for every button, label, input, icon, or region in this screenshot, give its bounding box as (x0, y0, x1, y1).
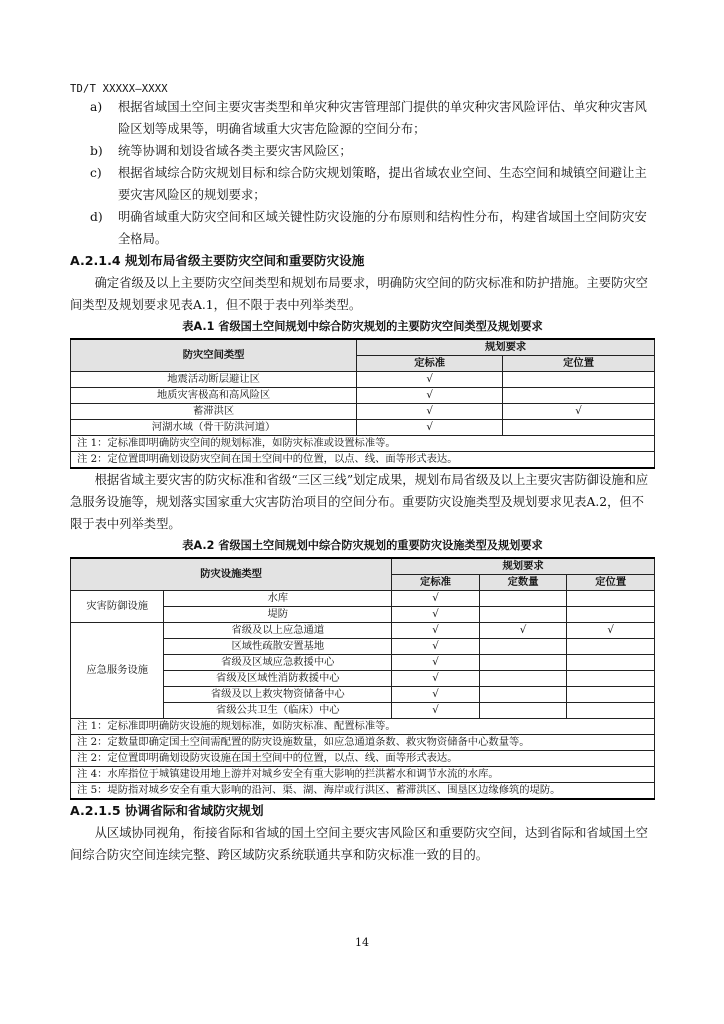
table-note-row (71, 452, 655, 469)
list-item-text: 明确省域重大防灾空间和区域关键性防灾设施的分布原则和结构性分布，构建省域国土空间防灾安全格局。 (118, 210, 647, 246)
table-row (71, 388, 655, 404)
table-a2 (70, 557, 655, 800)
table-header-location: 定位置 (503, 356, 655, 372)
cell-location (567, 687, 655, 703)
cell-location (567, 671, 655, 687)
table-note: 注 1：定标准即明确防灾空间的规划标准，如防灾标准或设置标准等。 (71, 436, 655, 452)
table-note-row (71, 719, 655, 735)
cell-standard: √ (357, 420, 503, 436)
cell-quantity (479, 655, 567, 671)
list-item (70, 140, 655, 162)
cell-type: 地震活动断层避让区 (71, 372, 357, 388)
cell-standard: √ (357, 388, 503, 404)
table-header-type: 防灾设施类型 (71, 558, 392, 591)
table-row (71, 372, 655, 388)
cell-quantity (479, 671, 567, 687)
cell-type: 省级及以上应急通道 (164, 623, 392, 639)
cell-standard: √ (392, 703, 480, 719)
cell-location (567, 703, 655, 719)
cell-quantity: √ (479, 623, 567, 639)
cell-location (567, 655, 655, 671)
table-header-type: 防灾空间类型 (71, 339, 357, 372)
list-item-text: 根据省域国土空间主要灾害类型和单灾种灾害管理部门提供的单灾种灾害风险评估、单灾种灾害风险区划等成果等，明确省域重大灾害危险源的空间分布； (118, 100, 647, 136)
list-item-text: 统等协调和划设省域各类主要灾害风险区； (118, 144, 352, 158)
table-note: 注 2：定位置即明确划设防灾空间在国土空间中的位置，以点、线、面等形式表达。 (71, 452, 655, 469)
cell-type: 堤防 (164, 607, 392, 623)
document-code-header: TD/T XXXXX—XXXX (70, 83, 168, 95)
table-note-row (71, 735, 655, 751)
cell-standard: √ (392, 607, 480, 623)
cell-standard: √ (357, 372, 503, 388)
list-item (70, 96, 655, 140)
list-item (70, 162, 655, 206)
table-a2-caption: 表A.2 省级国土空间规划中综合防灾规划的重要防灾设施类型及规划要求 (182, 539, 543, 552)
list-item-text: 根据省域综合防灾规划目标和综合防灾规划策略，提出省域农业空间、生态空间和城镇空间避让主要灾害风险区的规划要求； (118, 166, 647, 202)
cell-type: 河湖水域（骨干防洪河道） (71, 420, 357, 436)
table-header-location: 定位置 (567, 575, 655, 591)
cell-standard: √ (392, 591, 480, 607)
cell-standard: √ (392, 671, 480, 687)
table-header-quantity: 定数量 (479, 575, 567, 591)
cell-location (503, 388, 655, 404)
table-a1 (70, 338, 655, 469)
table-header-requirements: 规划要求 (357, 339, 655, 356)
list-marker: a) (90, 100, 103, 114)
paragraph: 从区域协同视角，衔接省际和省域的国土空间主要灾害风险区和重要防灾空间，达到省际和省域国土空间综合防灾空间连续完整、跨区域防灾系统联通共享和防灾标准一致的目的。 (70, 826, 648, 862)
cell-type: 省级及区域性消防救援中心 (164, 671, 392, 687)
cell-location (503, 420, 655, 436)
table-note: 注 2：定数量即确定国土空间需配置的防灾设施数量，如应急通道条数、救灾物资储备中心数量等。 (71, 735, 655, 751)
cell-standard: √ (392, 639, 480, 655)
cell-type: 省级及以上救灾物资储备中心 (164, 687, 392, 703)
table-note-row (71, 436, 655, 452)
section-heading-a214: A.2.1.4 规划布局省级主要防灾空间和重要防灾设施 (70, 253, 365, 268)
cell-quantity (479, 607, 567, 623)
cell-location (503, 372, 655, 388)
cell-group: 应急服务设施 (71, 623, 164, 719)
cell-type: 区域性疏散安置基地 (164, 639, 392, 655)
table-row (71, 623, 655, 639)
cell-location (567, 607, 655, 623)
paragraph: 根据省域主要灾害的防灾标准和省级“三区三线”划定成果，规划布局省级及以上主要灾害防御设施和应急服务设施等，规划落实国家重大灾害防治项目的空间分布。重要防灾设施类型及规划要求见表A.2，但不限于表中列举类型。 (70, 473, 649, 531)
table-note-row (71, 783, 655, 800)
table-row (71, 420, 655, 436)
list-item (70, 206, 655, 250)
cell-type: 水库 (164, 591, 392, 607)
page-number: 14 (355, 936, 369, 949)
cell-type: 省级及区域应急救援中心 (164, 655, 392, 671)
table-header-standard: 定标准 (357, 356, 503, 372)
cell-type: 省级公共卫生（临床）中心 (164, 703, 392, 719)
page-content (70, 96, 655, 866)
list-marker: c) (90, 166, 102, 180)
cell-quantity (479, 639, 567, 655)
table-row (71, 591, 655, 607)
cell-type: 蓄滞洪区 (71, 404, 357, 420)
cell-quantity (479, 687, 567, 703)
cell-type: 地质灾害极高和高风险区 (71, 388, 357, 404)
table-header-requirements: 规划要求 (392, 558, 655, 575)
cell-quantity (479, 591, 567, 607)
cell-standard: √ (357, 404, 503, 420)
cell-standard: √ (392, 623, 480, 639)
table-note: 注 1：定标准即明确防灾设施的规划标准，如防灾标准、配置标准等。 (71, 719, 655, 735)
table-note-row (71, 751, 655, 767)
table-note-row (71, 767, 655, 783)
cell-location: √ (567, 623, 655, 639)
cell-location (567, 639, 655, 655)
table-header-standard: 定标准 (392, 575, 480, 591)
paragraph: 确定省级及以上主要防灾空间类型和规划布局要求，明确防灾空间的防灾标准和防护措施。主要防灾空间类型及规划要求见表A.1，但不限于表中列举类型。 (70, 276, 648, 312)
cell-location (567, 591, 655, 607)
table-row (71, 404, 655, 420)
cell-group: 灾害防御设施 (71, 591, 164, 623)
section-heading-a215: A.2.1.5 协调省际和省域防灾规划 (70, 803, 264, 818)
table-a1-caption: 表A.1 省级国土空间规划中综合防灾规划的主要防灾空间类型及规划要求 (182, 320, 543, 333)
list-marker: d) (90, 210, 103, 224)
cell-location: √ (503, 404, 655, 420)
table-note: 注 4：水库指位于城镇建设用地上游并对城乡安全有重大影响的拦洪蓄水和调节水流的水库。 (71, 767, 655, 783)
cell-standard: √ (392, 655, 480, 671)
cell-quantity (479, 703, 567, 719)
cell-standard: √ (392, 687, 480, 703)
table-note: 注 2：定位置即明确划设防灾设施在国土空间中的位置，以点、线、面等形式表达。 (71, 751, 655, 767)
table-note: 注 5：堤防指对城乡安全有重大影响的沿河、渠、湖、海岸或行洪区、蓄滞洪区、围垦区边缘修筑的堤防。 (71, 783, 655, 800)
list-marker: b) (90, 144, 103, 158)
